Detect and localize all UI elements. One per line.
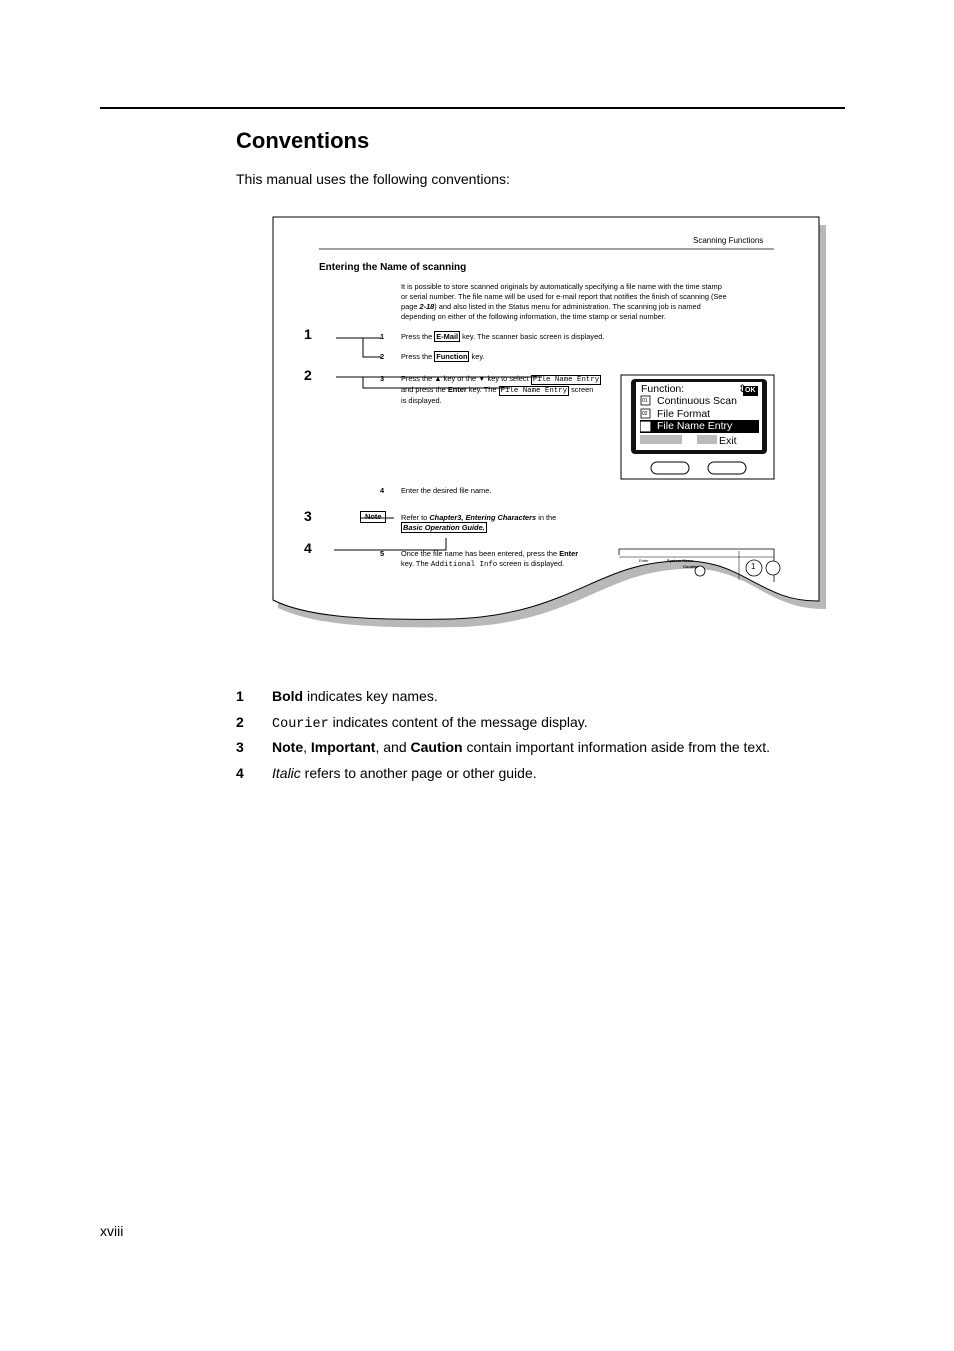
- lcd-item-num: 02: [642, 411, 648, 417]
- legend-number: 2: [236, 713, 244, 730]
- example-paragraph: It is possible to store scanned originals by automatically specifying a file name with the time stamp or serial number. The file name will be used for e-mail report that notifies the finish of scanning (See page 2-18) and also listed in the Status menu for administration. The scanning job is named depending on either of the following information, the time stamp or serial number.: [401, 282, 727, 321]
- legend-text: Italic refers to another page or other guide.: [272, 764, 537, 781]
- page-title: Conventions: [236, 128, 370, 153]
- callout-number: 2: [304, 367, 312, 383]
- lcd-hatch-left: [640, 435, 682, 444]
- legend-text: Note, Important, and Caution contain important information aside from the text.: [272, 739, 770, 755]
- callout-number: 4: [304, 540, 312, 556]
- legend-number: 3: [236, 739, 244, 755]
- step-2-text: Press the Function key.: [401, 352, 485, 361]
- step-number: 5: [380, 549, 385, 558]
- panel-enter-label: Enter: [639, 558, 649, 563]
- top-rule: [100, 107, 845, 109]
- step-number: 1: [380, 332, 385, 341]
- lcd-item-label-selected: File Name Entry: [657, 420, 733, 432]
- lcd-item-label: File Format: [657, 408, 711, 420]
- step-1-text: Press the E-Mail key. The scanner basic screen is displayed.: [401, 332, 605, 341]
- lcd-item-num: 03: [642, 424, 648, 430]
- example-page-figure: [270, 215, 830, 635]
- note-text: Refer to Chapter3, Entering Characters in the Basic Operation Guide.: [401, 513, 557, 532]
- step-4-text: Enter the desired file name.: [401, 486, 492, 495]
- lcd-title: Function:: [641, 383, 685, 395]
- panel-system-menu-label: System Menu: [667, 558, 693, 563]
- panel-key-label: 1: [751, 562, 756, 571]
- example-heading: Entering the Name of scanning: [319, 262, 467, 273]
- updown-icon: ⇕: [738, 383, 747, 395]
- intro-text: This manual uses the following conventions:: [236, 171, 510, 187]
- panel-key-2: [766, 561, 780, 575]
- page-number: xviii: [100, 1223, 124, 1239]
- lcd-item-label: Continuous Scan: [657, 395, 737, 407]
- panel-counter-label: Counter: [683, 564, 699, 569]
- step-3-text: Press the ▲ key or the ▼ key to select File Name Entry and press the Enter key. The File Name Entry screen is displayed.: [401, 374, 600, 405]
- lcd-soft-key-left: [651, 462, 689, 474]
- callout-number: 3: [304, 508, 312, 524]
- lcd-item-num: 01: [642, 398, 648, 404]
- figure-graphics: [270, 215, 830, 635]
- lcd-ok-label: OK: [745, 387, 756, 394]
- legend-text: Courier indicates content of the message display.: [272, 713, 588, 732]
- example-header: Scanning Functions: [693, 236, 764, 245]
- step-5-text: Once the file name has been entered, press the Enter key. The Additional Info screen is displayed.: [401, 549, 579, 569]
- step-number: 2: [380, 352, 385, 361]
- note-label: Note: [360, 511, 386, 523]
- step-number: 4: [380, 486, 385, 495]
- callout-number: 1: [304, 326, 312, 342]
- lcd-exit-label: Exit: [719, 435, 737, 447]
- legend-number: 4: [236, 764, 244, 781]
- step-number: 3: [380, 374, 385, 383]
- lcd-soft-key-right: [708, 462, 746, 474]
- legend-number: 1: [236, 688, 244, 704]
- legend-text: Bold indicates key names.: [272, 688, 438, 704]
- lcd-hatch-right: [697, 435, 717, 444]
